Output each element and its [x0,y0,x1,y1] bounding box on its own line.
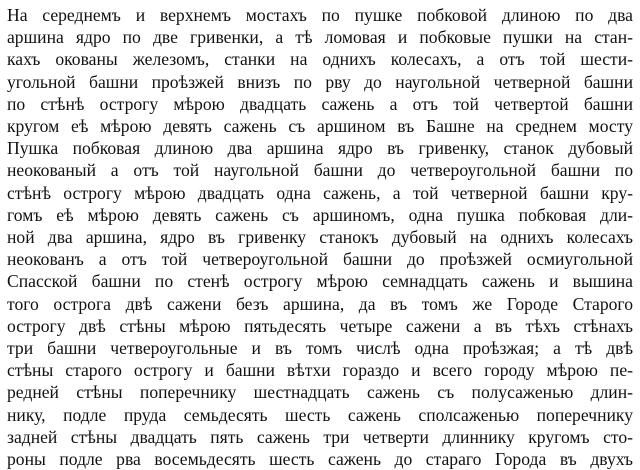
text-line: роны подле рва восемьдесять шесть сажень до стараго Города въ двухъ [7,449,633,470]
text-line: неокованый а отъ той наугольной башни до четвероугольной башни по [7,160,633,181]
text-line: Пушка побковая длиною два аршина ядро въ гривенку, станок дубовый [7,138,633,159]
text-line: редней стѣны поперечнику шестнадцать сажень съ полусаженью длин- [7,382,633,403]
text-line: нику, подле пруда семьдесять шесть сажень сполсаженью поперечнику [7,404,633,425]
text-line: по стѣнѣ острогу мѣрою двадцать сажень а отъ той четвертой башни [7,93,633,114]
body-text [7,4,633,470]
text-line: стѣны старого острогу и башни вѣтхи гораздо и всего городу мѣрою пе- [7,360,633,381]
text-line: угольной башни проѣзжей внизъ по рву до наугольной четверной башни [7,71,633,92]
text-line: того острога двѣ сажени безъ аршина, да въ томъ же Городе Старого [7,293,633,314]
text-line: задней стѣны двадцать пять сажень три четверти длиннику кругомъ сто- [7,426,633,447]
text-line: острогу двѣ стѣны мѣрою пятьдесять четыре сажени а въ тѣхъ стѣнахъ [7,315,633,336]
text-line: На середнемъ и верхнемъ мостахъ по пушке побковой длиною по два [7,5,633,25]
text-line: стѣнѣ острогу мѣрою двадцать одна сажень, а той четверной башни кру- [7,182,633,203]
text-line: кахъ окованы железомъ, станки на однихъ колесахъ, а отъ той шести- [7,49,633,70]
text-line: аршина ядро по две гривенки, а тѣ ломовая и побковые пушки на стан- [7,27,633,48]
text-line: Спасской башни по стенѣ острогу мѣрою семнадцать сажень и вышина [7,271,633,292]
text-line: ной два аршина, ядро въ гривенку станокъ дубовый на однихъ колесахъ [7,227,633,248]
text-line: три башни четвероугольные и въ томъ числѣ одна проѣзжая; а тѣ двѣ [7,338,633,359]
text-line: неокованъ а отъ той четвероугольной башни до проѣзжей осмиугольной [7,249,633,270]
text-line: кругом еѣ мѣрою девять сажень съ аршином въ Башне на среднем мосту [7,116,633,137]
text-line: гомъ еѣ мѣрою девять сажень съ аршиномъ, одна пушка побковая дли- [7,204,633,225]
